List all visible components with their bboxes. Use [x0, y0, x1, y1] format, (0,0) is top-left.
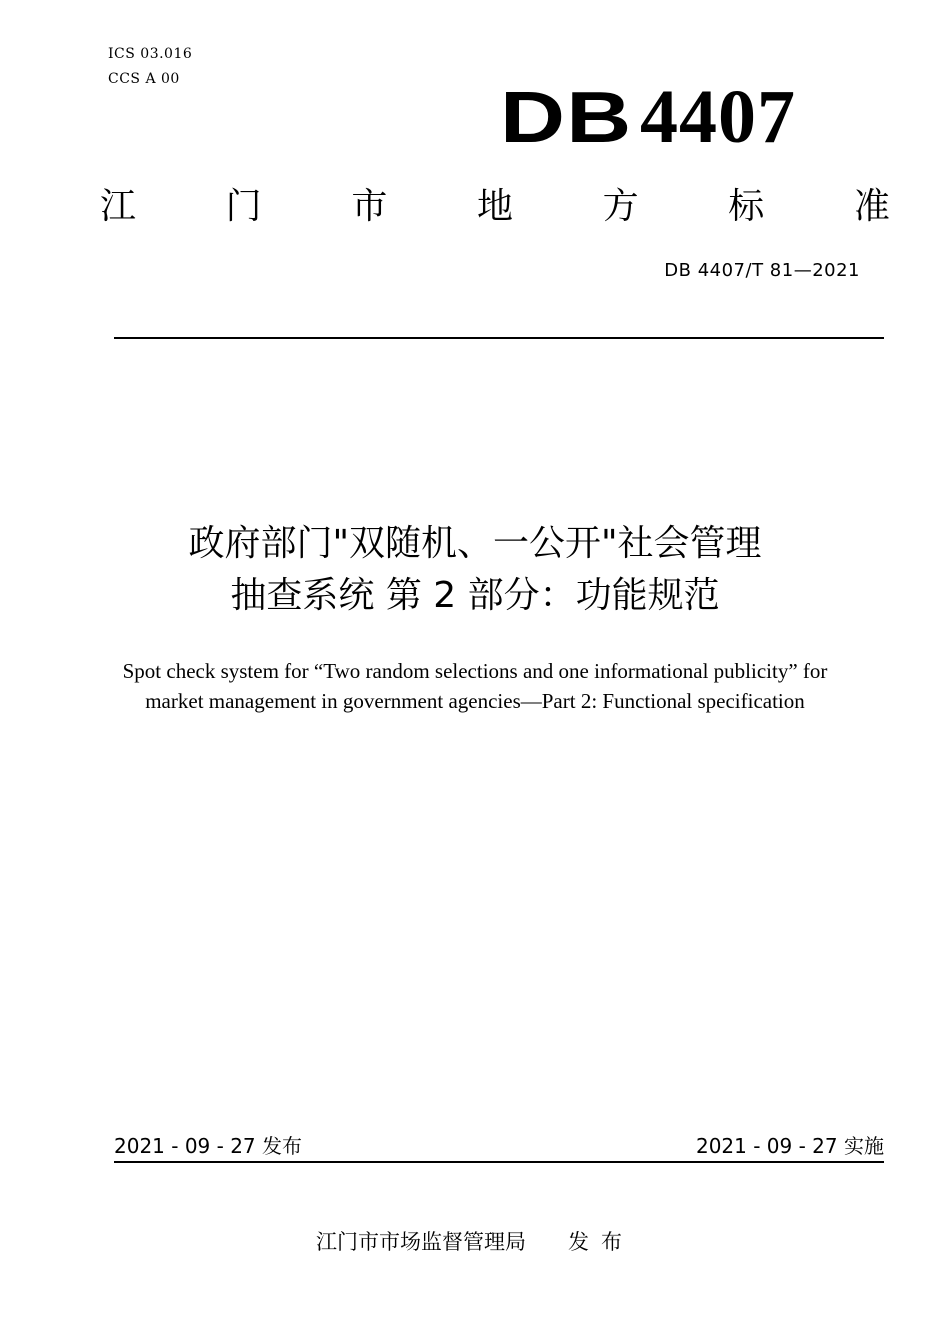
- standard-type-char: 准: [853, 186, 890, 227]
- standard-type: [100, 184, 890, 230]
- standard-type-char: 方: [602, 186, 639, 227]
- standard-type-char: 地: [476, 186, 513, 227]
- logo-code: 4407: [640, 75, 796, 159]
- issuer-name: 江门市市场监督管理局: [316, 1230, 526, 1254]
- publish-date: 2021 - 09 - 27 发布: [114, 1134, 303, 1158]
- logo-prefix: DB: [500, 78, 633, 158]
- bottom-divider: [114, 1161, 884, 1163]
- issuer: [0, 1226, 950, 1256]
- top-divider: [114, 337, 884, 339]
- standard-type-char: 门: [225, 186, 262, 227]
- implement-date: 2021 - 09 - 27 实施: [695, 1134, 884, 1158]
- standard-type-char: 市: [351, 186, 388, 227]
- chinese-title: [0, 518, 950, 622]
- english-title-line-2: market management in government agencies—Part 2: Functional specification: [145, 689, 805, 713]
- standard-type-char: 标: [728, 186, 765, 227]
- standard-number: DB 4407/T 81—2021: [664, 260, 860, 281]
- english-title: [0, 656, 950, 716]
- ccs-code: CCS A 00: [108, 71, 180, 87]
- standard-type-char: 江: [100, 186, 137, 227]
- db-logo: [500, 75, 820, 159]
- english-title-line-1: Spot check system for “Two random selections and one informational publicity” for: [122, 659, 828, 683]
- chinese-title-line-2: 抽查系统 第 2 部分：功能规范: [230, 575, 720, 616]
- issuer-action: 发布: [568, 1230, 634, 1254]
- chinese-title-line-1: 政府部门"双随机、一公开"社会管理: [188, 523, 762, 564]
- ics-code: ICS 03.016: [108, 46, 193, 62]
